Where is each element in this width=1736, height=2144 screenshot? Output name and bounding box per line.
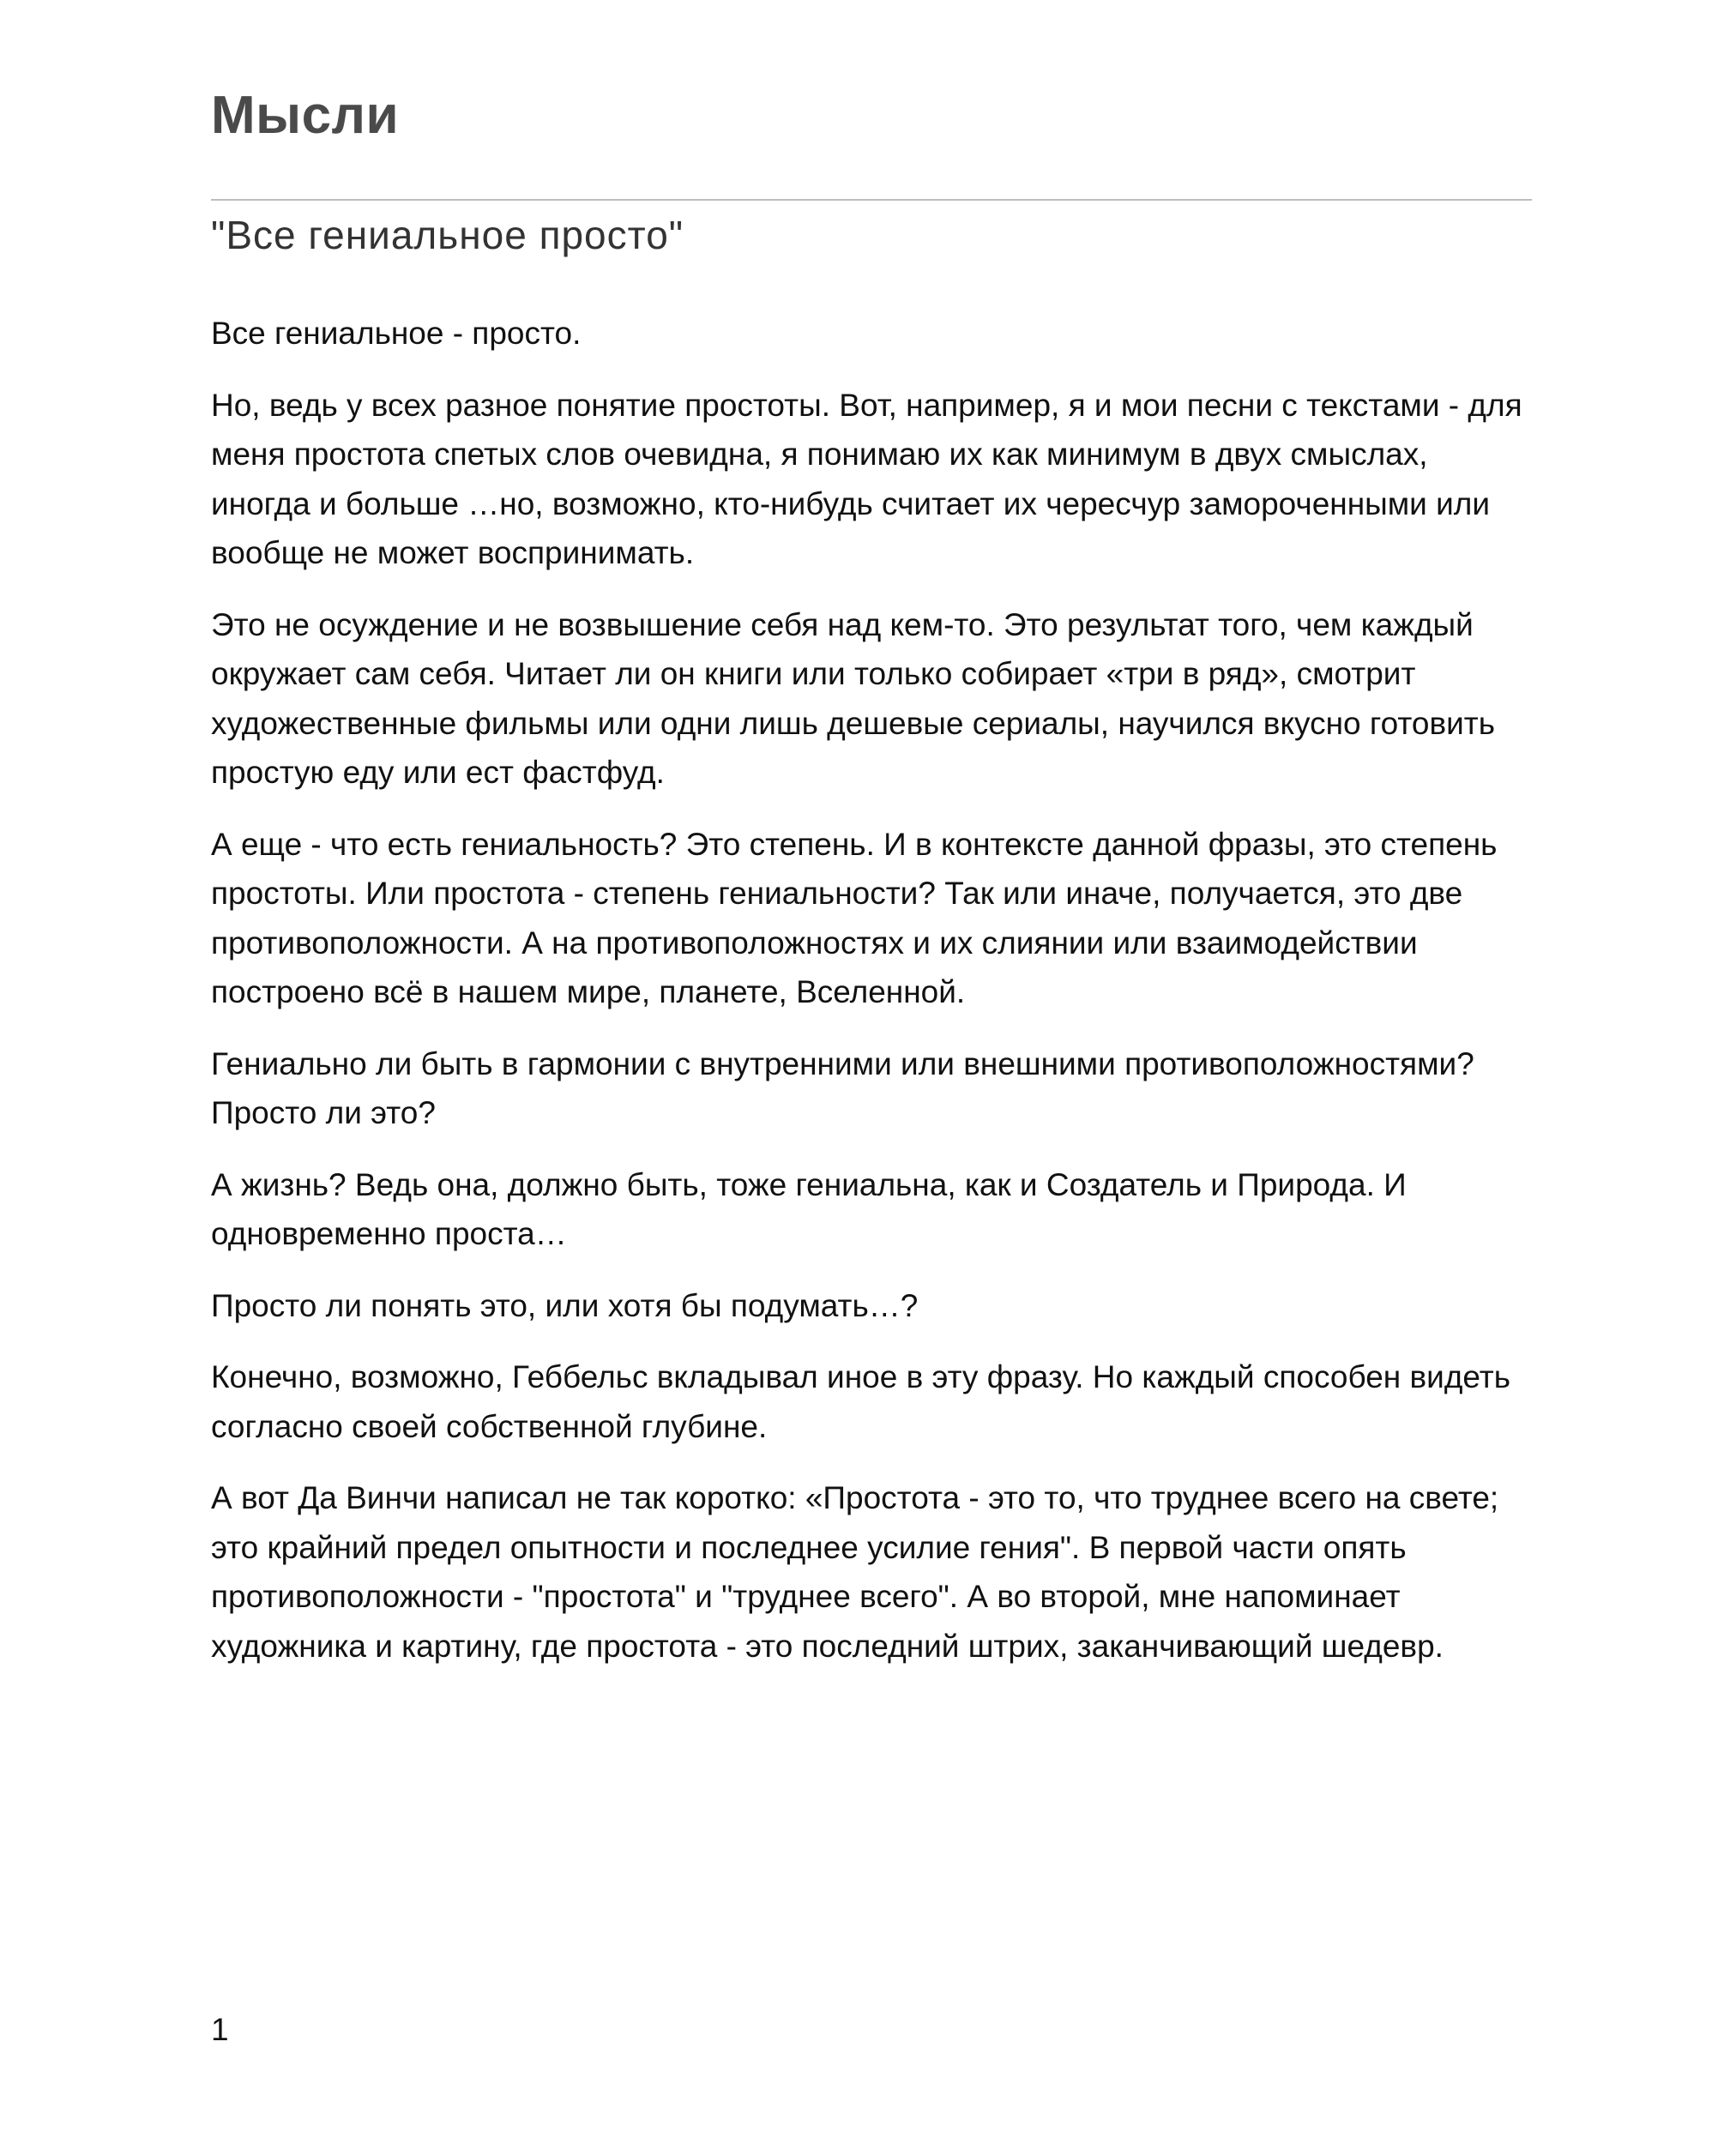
paragraph: А жизнь? Ведь она, должно быть, тоже гениальна, как и Создатель и Природа. И одновременно проста… bbox=[211, 1166, 1407, 1251]
paragraph: Гениально ли быть в гармонии с внутренними или внешними противоположностями? Просто ли это? bbox=[211, 1045, 1474, 1130]
paragraph: А вот Да Винчи написал не так коротко: «Простота - это то, что труднее всего на свете; это крайний предел опытности и последнее усилие гения". В первой части опять противоположности - "простота" и "труднее всего". А во второй, мне напоминает художника и картину, где простота - это последний штрих, заканчивающий шедевр. bbox=[211, 1480, 1499, 1664]
title-divider bbox=[211, 199, 1532, 201]
document-page bbox=[211, 77, 1532, 1693]
note-body bbox=[211, 309, 1532, 1671]
document-title: Мысли bbox=[211, 86, 400, 145]
paragraph: Просто ли понять это, или хотя бы подумать…? bbox=[211, 1287, 919, 1323]
page-number: 1 bbox=[211, 2012, 229, 2047]
paragraph: Конечно, возможно, Геббельс вкладывал иное в эту фразу. Но каждый способен видеть согласно своей собственной глубине. bbox=[211, 1359, 1510, 1444]
paragraph: А еще - что есть гениальность? Это степень. И в контексте данной фразы, это степень простоты. Или простота - степень гениальности? Так или иначе, получается, это две противоположности. А на противоположностях и их слиянии или взаимодействии построено всё в нашем мире, планете, Вселенной. bbox=[211, 826, 1498, 1009]
paragraph: Это не осуждение и не возвышение себя над кем-то. Это результат того, чем каждый окружает сам себя. Читает ли он книги или только собирает «три в ряд», смотрит художественные фильмы или одни лишь дешевые сериалы, научился вкусно готовить простую еду или ест фастфуд. bbox=[211, 606, 1496, 790]
paragraph: Но, ведь у всех разное понятие простоты. Вот, например, я и мои песни с текстами - для меня простота спетых слов очевидна, я понимаю их как минимум в двух смыслах, иногда и больше …но, возможно, кто-нибудь считает их чересчур замороченными или вообще не может воспринимать. bbox=[211, 387, 1522, 570]
paragraph: Все гениальное - просто. bbox=[211, 316, 582, 351]
note-subtitle: "Все гениальное просто" bbox=[211, 213, 684, 257]
